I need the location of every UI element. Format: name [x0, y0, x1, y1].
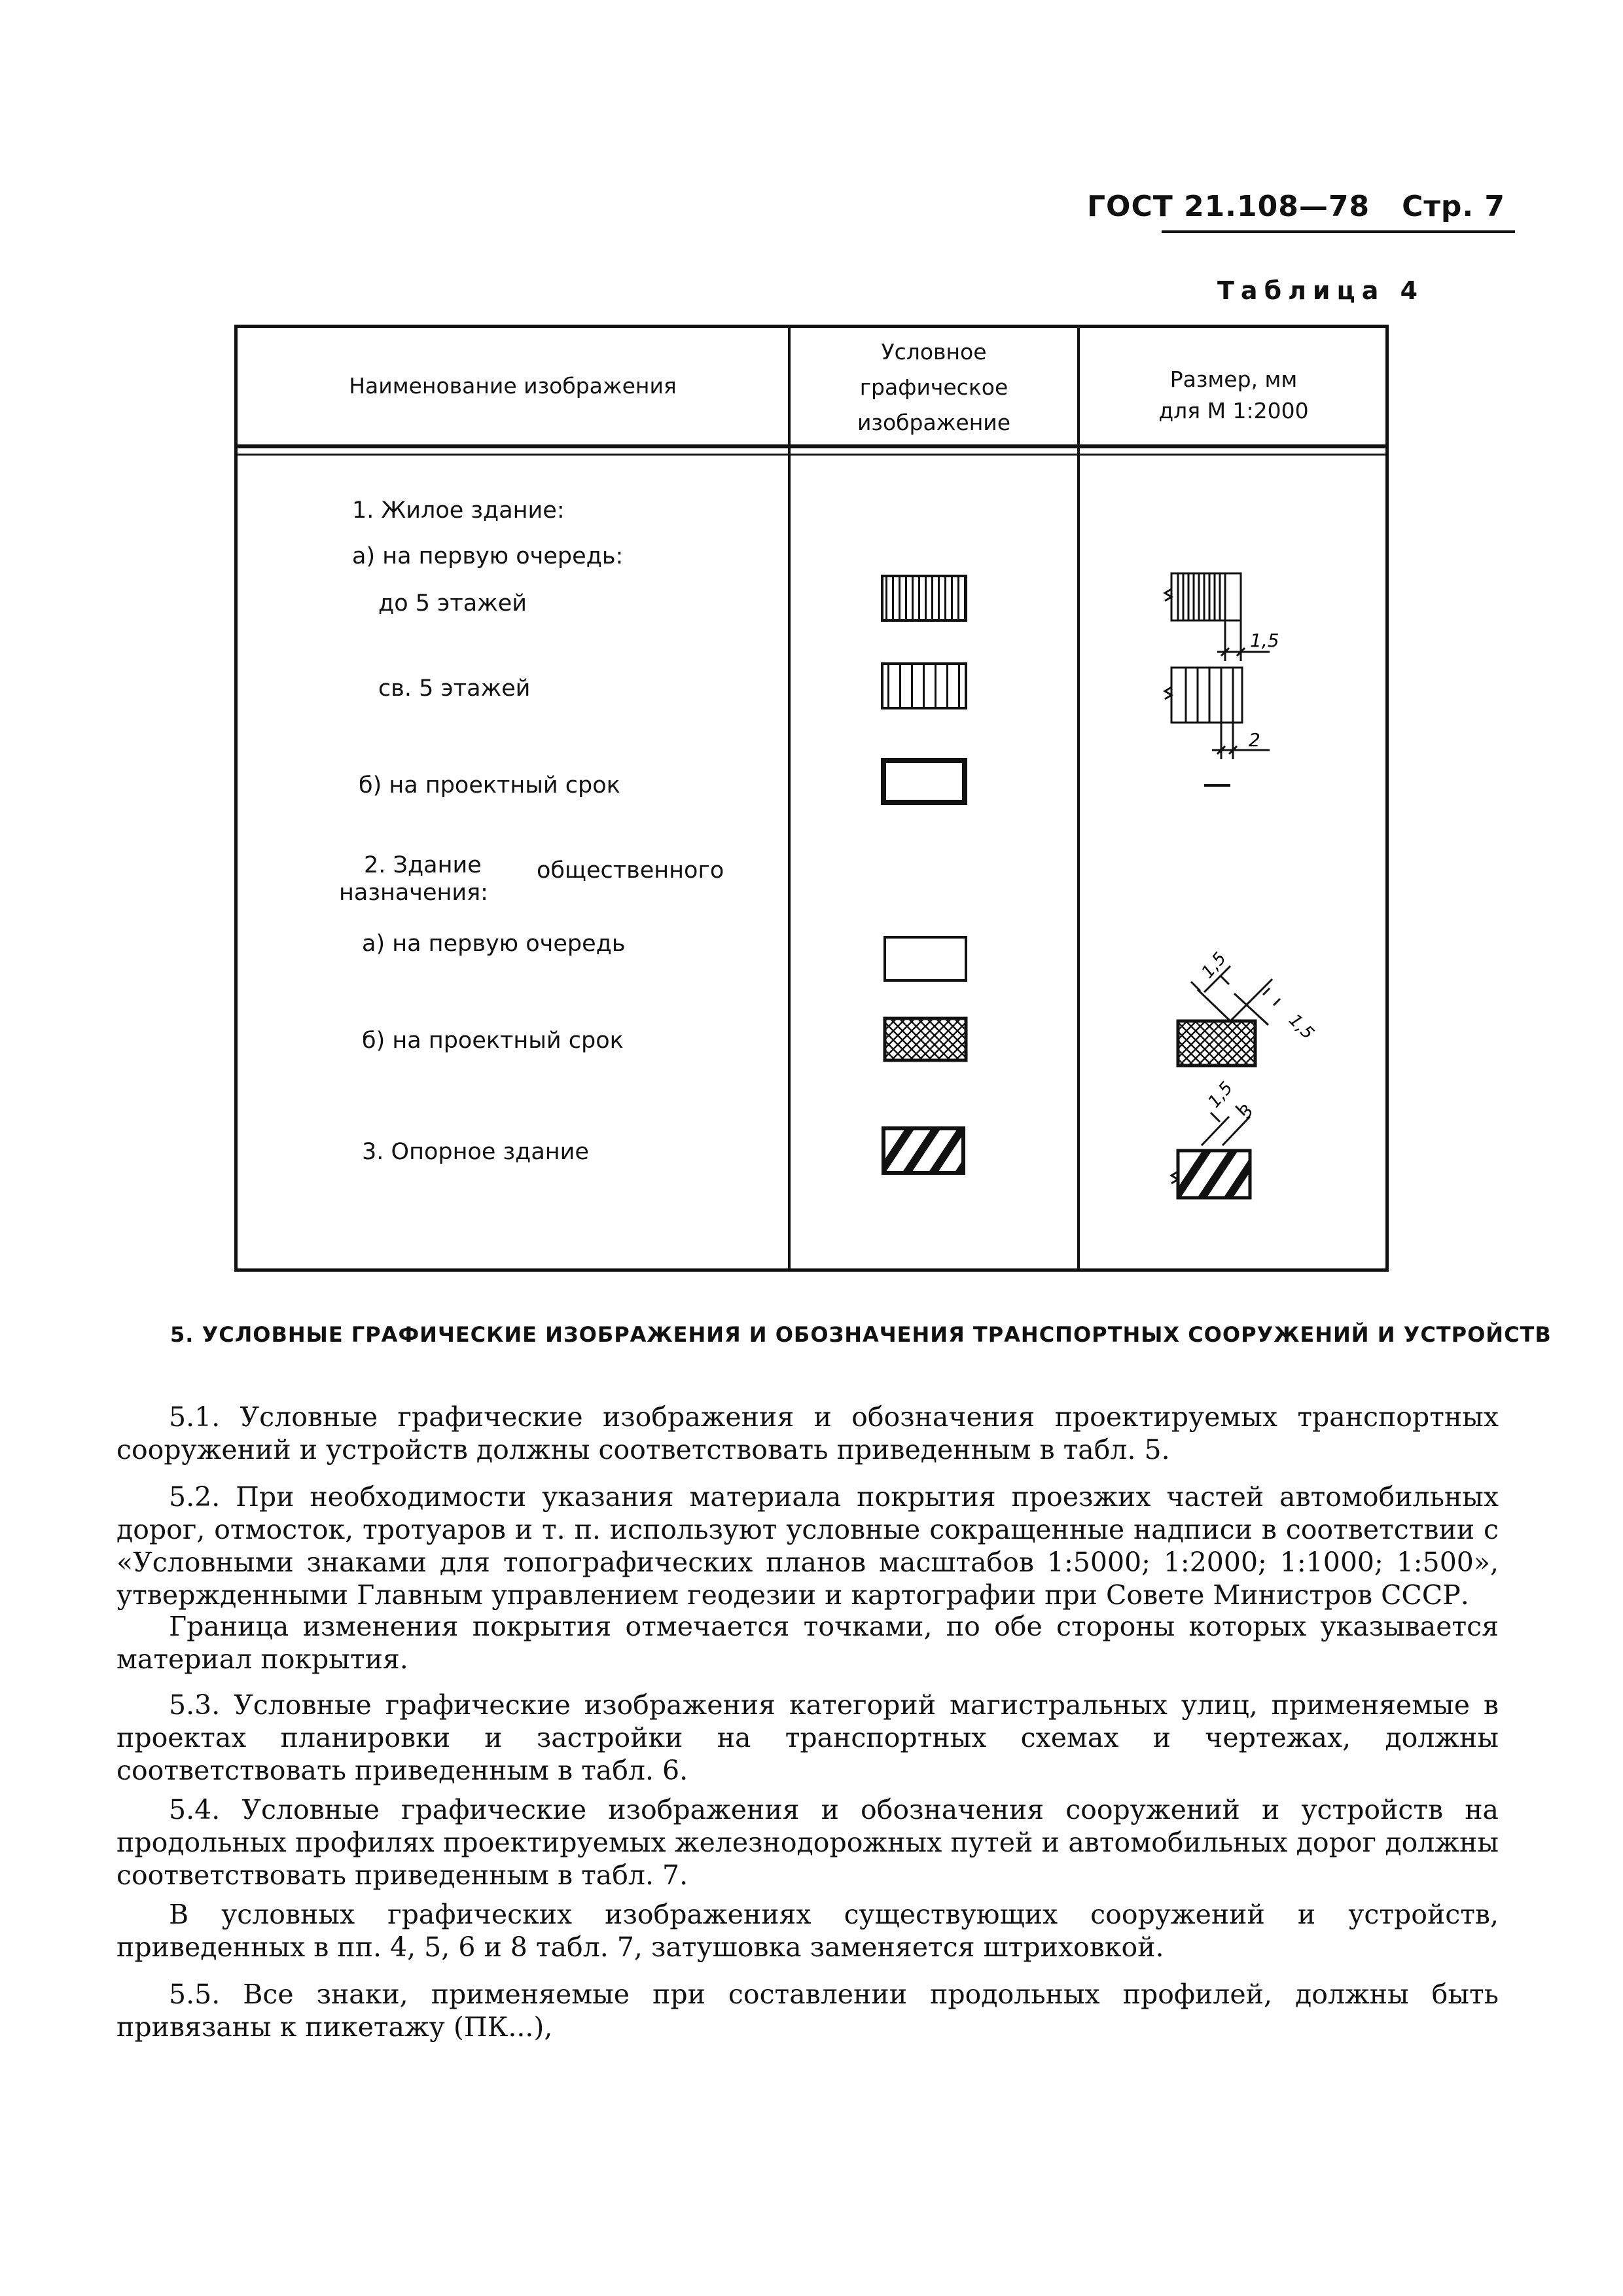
section-title: 5. УСЛОВНЫЕ ГРАФИЧЕСКИЕ ИЗОБРАЖЕНИЯ И ОБОЗНАЧЕНИЯ ТРАНСПОРТНЫХ СООРУЖЕНИЙ И УСТРОЙСТВ: [170, 1322, 1552, 1347]
dim-label-2: 2: [1249, 729, 1260, 751]
symbol-public-design: [885, 1018, 966, 1060]
row-public-2: назначения:: [339, 880, 488, 906]
paragraph-5-4: 5.4. Условные графические изображения и обозначения сооружений и устройств на продольных профилях проектируемых железнодорожных путей и автомобильных дорог должны соответствовать приведенным в табл. 7.: [116, 1794, 1499, 1891]
paragraph-existing-structures: В условных графических изображениях существующих сооружений и устройств, приведенных в пп. 4, 5, 6 и 8 табл. 7, затушовка заменяется штриховкой.: [116, 1899, 1499, 1963]
row-reference: 3. Опорное здание: [362, 1139, 589, 1165]
dim-label-4: 1,5: [1285, 1010, 1318, 1044]
dim-label-6: 3: [1236, 1101, 1258, 1122]
dim-label-5: 1,5: [1204, 1078, 1237, 1112]
paragraph-5-3: 5.3. Условные графические изображения категорий магистральных улиц, применяемые в проектах планировки и застройки на транспортных схемах и чертежах, должны соответствовать приведенным в табл. 6.: [116, 1689, 1499, 1786]
page-number: Стр. 7: [1402, 190, 1505, 223]
row-up-to-5: до 5 этажей: [378, 590, 527, 617]
row-public-1a: 2. Здание: [364, 852, 482, 878]
paragraph-coating-boundary: Граница изменения покрытия отмечается точками, по обе стороны которых указывается материал покрытия.: [116, 1611, 1499, 1675]
col-header-name: Наименование изображения: [349, 373, 677, 399]
row-public-design: б) на проектный срок: [362, 1028, 624, 1054]
gost-number: ГОСТ 21.108—78: [1087, 190, 1370, 223]
table-caption: Таблица 4: [1217, 276, 1425, 305]
row-residential: 1. Жилое здание:: [352, 497, 565, 524]
dim-label-3: 1,5: [1198, 948, 1230, 982]
paragraph-5-5: 5.5. Все знаки, применяемые при составлении продольных профилей, должны быть привязаны к пикетажу (ПК...),: [116, 1979, 1499, 2043]
row-residential-design: б) на проектный срок: [359, 772, 620, 798]
symbol-reference-building: [877, 1119, 995, 1178]
symbol-residential-up-to-5: [882, 576, 966, 620]
symbol-residential-over-5: [882, 664, 966, 708]
row-public-first: а) на первую очередь: [362, 931, 626, 957]
row-public-1b: общественного: [537, 857, 724, 884]
paragraph-5-1: 5.1. Условные графические изображения и обозначения проектируемых транспортных сооружений и устройств должны соответствовать приведенным в табл. 5.: [116, 1401, 1499, 1465]
dim-residential-over-5: [1165, 668, 1270, 785]
row-over-5: св. 5 этажей: [378, 675, 531, 702]
col3-line2: для М 1:2000: [1158, 398, 1309, 423]
col2-line3: изображение: [857, 410, 1011, 435]
paragraph-5-2: 5.2. При необходимости указания материала покрытия проезжих частей автомобильных дорог, отмосток, тротуаров и т. п. используют условные сокращенные надписи в соответствии с «Условными знаками для топографических планов масштабов 1:5000; 1:2000; 1:1000; 1:500», утвержденными Главным управлением геодезии и картографии при Совете Министров СССР.: [116, 1481, 1499, 1611]
dim-public-design: [1178, 966, 1280, 1066]
col2-line1: Условное: [881, 339, 987, 365]
row-residential-first: а) на первую очередь:: [352, 543, 624, 569]
symbol-public-first: [885, 937, 966, 980]
symbol-residential-design: [883, 761, 965, 802]
col3-line1: Размер, мм: [1169, 367, 1298, 392]
dim-label-1: 1,5: [1250, 630, 1279, 651]
col2-line2: графическое: [859, 374, 1008, 400]
